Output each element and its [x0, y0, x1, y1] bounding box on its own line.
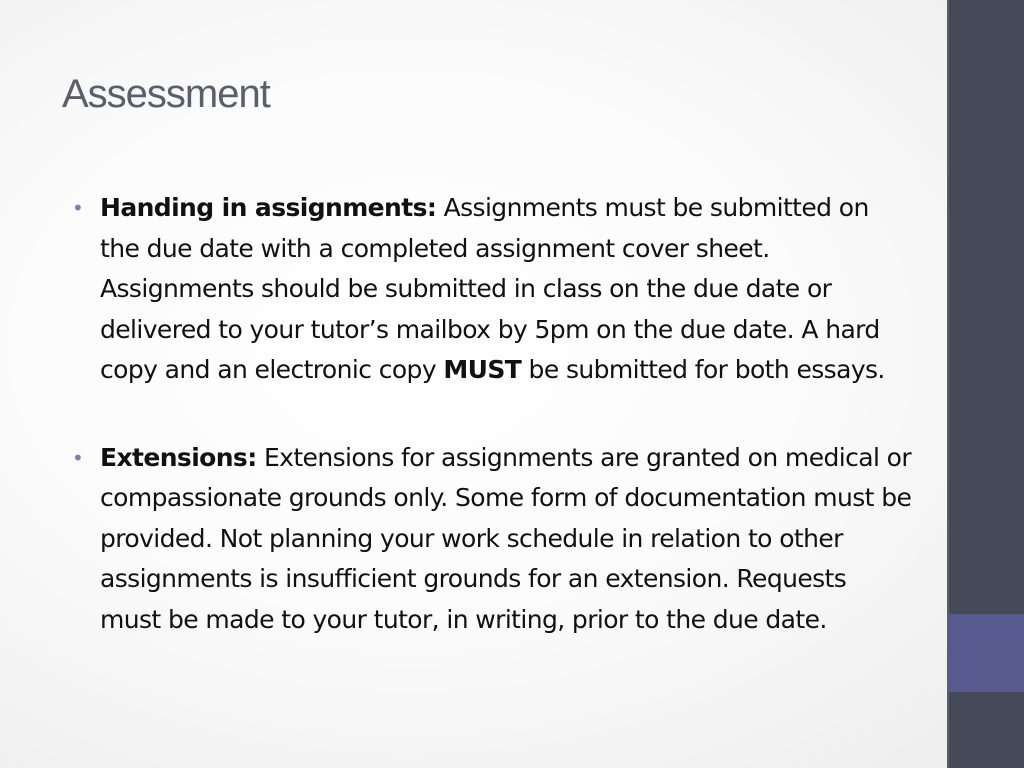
bullet-text: Assignments must be submitted on the due date with a completed assignment cover sheet. Assignments should be submitted in class on the due date or delivered to your tutor’s mailbox by 5pm on the due date. A hard copy and an electronic copy [100, 193, 880, 384]
bullet-dot-icon: • [72, 445, 84, 470]
bullet-handing-in-assignments [72, 188, 912, 391]
sidebar-decoration [947, 0, 1024, 768]
slide-title: Assessment [62, 72, 270, 116]
bullet-list [72, 188, 912, 640]
bullet-extensions [72, 438, 912, 641]
bullet-heading: Handing in assignments: [100, 193, 437, 222]
bullet-heading: Extensions: [100, 442, 257, 472]
bullet-emphasis: MUST [443, 355, 522, 384]
bullet-text-end: be submitted for both essays. [521, 355, 885, 384]
bullet-dot-icon: • [72, 196, 84, 220]
sidebar-accent-block [947, 614, 1024, 692]
bullet-text: Extensions for assignments are granted on medical or compassionate grounds only. Some form of documentation must be provided. Not planning your work schedule in relation to other assignments is insufficient grounds for an extension. Requests must be made to your tutor, in writing, prior to the due date. [100, 442, 912, 634]
